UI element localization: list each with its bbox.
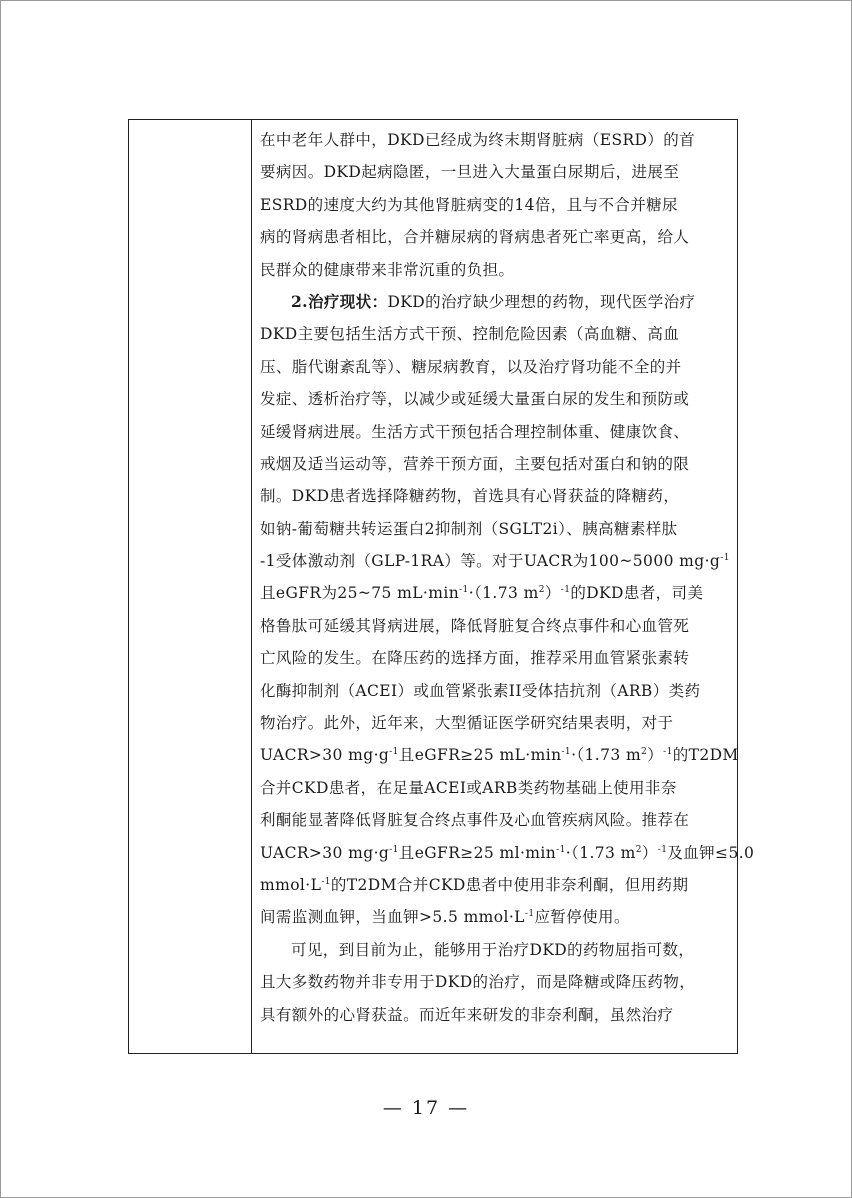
- text-line: DKD主要包括生活方式干预、控制危险因素（高血糖、高血: [260, 325, 680, 344]
- text-run: 的DKD患者，司美: [570, 584, 704, 603]
- text-run: UACR>30 mg·g: [260, 746, 390, 765]
- text-run: ·（1.73 m: [571, 746, 642, 765]
- text-run: -1受体激动剂（GLP-1RA）等。对于UACR为100~5000 mg·g: [260, 552, 721, 571]
- text-run: UACR>30 mg·g: [260, 843, 390, 862]
- superscript: -1: [720, 553, 730, 564]
- text-line: [260, 869, 731, 901]
- text-run: 且eGFR≥25 ml·min: [398, 843, 557, 862]
- table-frame: [128, 119, 755, 1054]
- text-run: mmol·L: [260, 875, 322, 894]
- text-line: 亡风险的发生。在降压药的选择方面，推荐采用血管紧张素转: [260, 649, 690, 668]
- text-run: 且eGFR为25~75 mL·min: [260, 584, 460, 603]
- text-run: 间需监测血钾，当血钾>5.5 mmol·L: [260, 908, 525, 927]
- superscript: 2: [641, 747, 648, 758]
- text-line: 格鲁肽可延缓其肾病进展，降低肾脏复合终点事件和心血管死: [260, 616, 690, 635]
- superscript: 2: [635, 844, 642, 855]
- text-line: ESRD的速度大约为其他肾脏病变的14倍，且与不合并糖尿: [260, 195, 678, 214]
- text-line: 化酶抑制剂（ACEI）或血管紧张素II受体拮抗剂（ARB）类药: [260, 681, 701, 700]
- text-run: ）: [641, 843, 658, 862]
- text-line: 物治疗。此外，近年来，大型循证医学研究结果表明，对于: [260, 714, 674, 733]
- text-run: 且eGFR≥25 mL·min: [398, 746, 562, 765]
- superscript: -1: [459, 585, 469, 596]
- text-line: 合并CKD患者，在足量ACEI或ARB类药物基础上使用非奈: [260, 778, 677, 797]
- text-line: [260, 286, 731, 318]
- text-run: ）: [647, 746, 664, 765]
- text-line: 且大多数药物并非专用于DKD的治疗，而是降糖或降压药物，: [260, 973, 696, 992]
- text-run: ·（1.73 m: [565, 843, 636, 862]
- text-line: 制。DKD患者选择降糖药物，首选具有心肾获益的降糖药，: [260, 487, 680, 506]
- text-line: 病的肾病患者相比，合并糖尿病的肾病患者死亡率更高，给人: [260, 228, 690, 247]
- superscript: -1: [561, 747, 572, 758]
- section-heading: 2.治疗现状：: [291, 291, 388, 311]
- text-line: 具有额外的心肾获益。而近年来研发的非奈利酮，虽然治疗: [260, 1005, 674, 1024]
- superscript: -1: [321, 876, 331, 887]
- text-run: 的T2DM合并CKD患者中使用非奈利酮，但用药期: [330, 875, 689, 894]
- text-run: ）: [544, 584, 561, 603]
- text-line: [260, 545, 731, 577]
- text-line: [260, 739, 739, 771]
- text-line: [260, 901, 731, 933]
- table-content-cell: [252, 120, 755, 1053]
- text-run: 的T2DM: [672, 746, 739, 765]
- page-number: — 17 —: [382, 1097, 470, 1119]
- text-line: 民群众的健康带来非常沉重的负担。: [260, 260, 515, 279]
- table-left-column: [129, 120, 252, 1053]
- text-line: 利酮能显著降低肾脏复合终点事件及心血管疾病风险。推荐在: [260, 811, 690, 830]
- superscript: -1: [560, 585, 571, 596]
- text-line: 可见，到目前为止，能够用于治疗DKD的药物屈指可数，: [291, 940, 695, 959]
- text-line: 要病因。DKD起病隐匿，一旦进入大量蛋白尿期后，进展至: [260, 163, 680, 182]
- text-run: DKD的治疗缺少理想的药物，现代医学治疗: [387, 292, 696, 311]
- superscript: -1: [524, 909, 535, 920]
- text-line: 在中老年人群中，DKD已经成为终末期肾脏病（ESRD）的首: [260, 131, 696, 149]
- text-line: [260, 837, 755, 869]
- superscript: -1: [556, 844, 566, 855]
- text-line: 延缓肾病进展。生活方式干预包括合理控制体重、健康饮食、: [260, 422, 690, 441]
- superscript: 2: [538, 585, 545, 596]
- text-line: 压、脂代谢紊乱等）、糖尿病教育，以及治疗肾功能不全的并: [260, 357, 682, 376]
- text-run: 及血钾≤5.0: [667, 843, 755, 862]
- text-run: ·（1.73 m: [468, 584, 539, 603]
- text-line: 如钠-葡萄糖共转运蛋白2抑制剂（SGLT2i）、胰高糖素样肽: [260, 519, 678, 538]
- superscript: -1: [389, 747, 399, 758]
- text-run: 应暂停使用。: [534, 908, 630, 927]
- text-line: [260, 577, 731, 609]
- superscript: -1: [389, 844, 399, 855]
- text-line: 发症、透析治疗等，以减少或延缓大量蛋白尿的发生和预防或: [260, 390, 690, 409]
- text-line: 戒烟及适当运动等，营养干预方面，主要包括对蛋白和钠的限: [260, 454, 690, 473]
- superscript: -1: [663, 747, 673, 758]
- superscript: -1: [657, 844, 668, 855]
